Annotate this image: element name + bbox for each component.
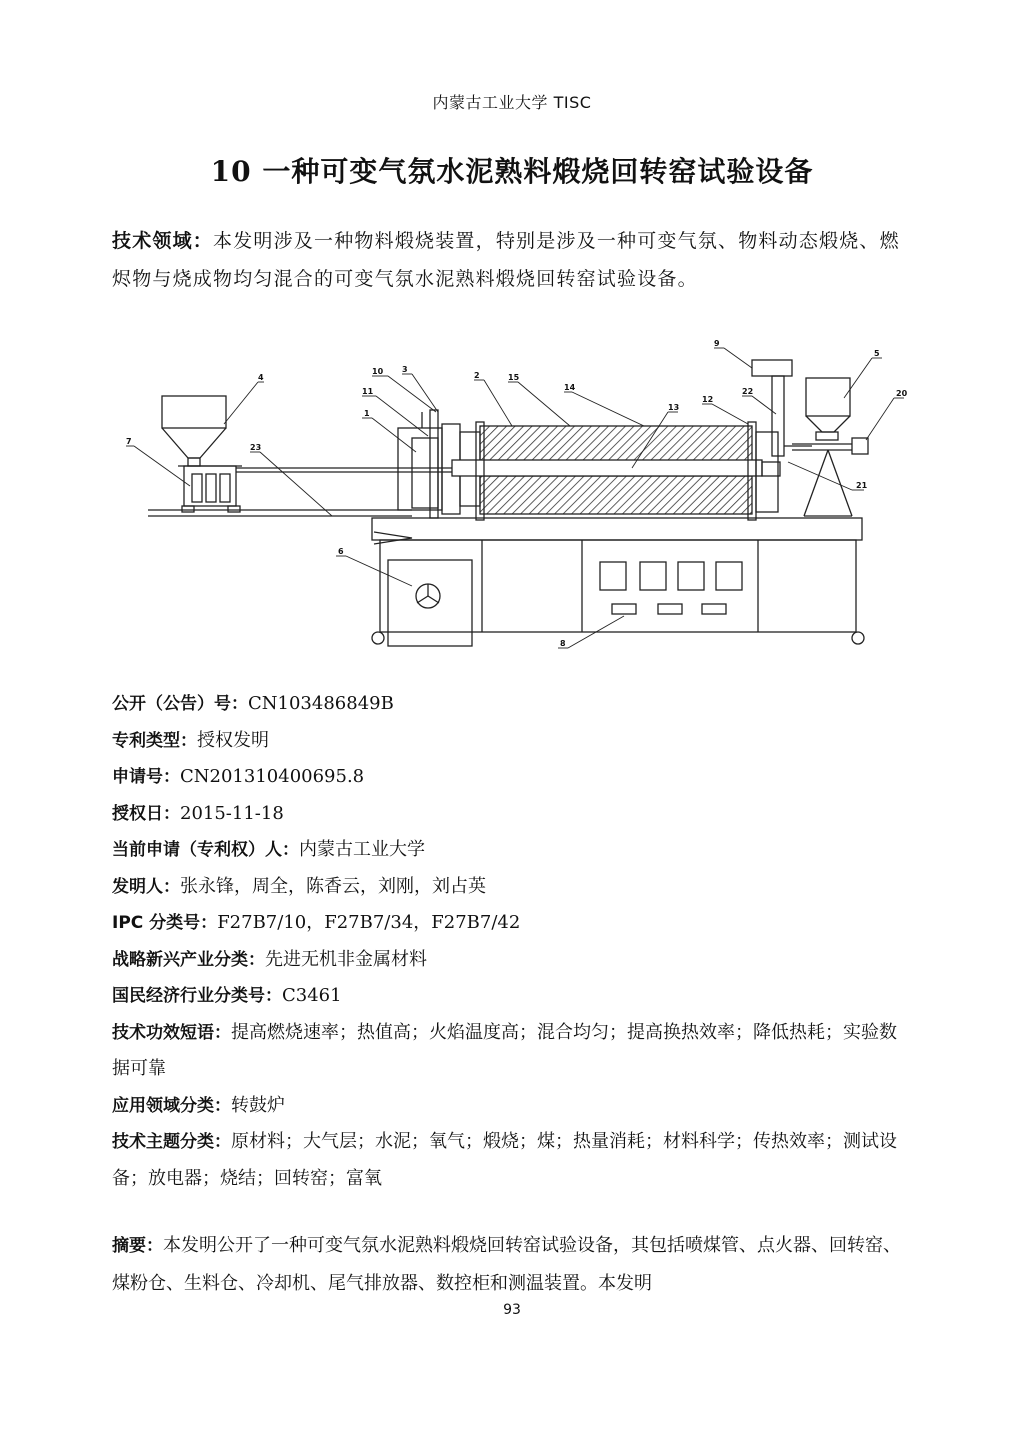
meta-row-tech-topics: 技术主题分类：原材料；大气层；水泥；氧气；煅烧；煤；热量消耗；材料科学；传热效率；测试设备；放电器；烧结；回转窑；富氧	[112, 1131, 897, 1189]
tech-field-label: 技术领域：	[112, 230, 214, 252]
label-11: 11	[362, 387, 374, 396]
label-6: 6	[338, 547, 344, 556]
kiln-diagram	[112, 328, 912, 658]
page-header: 内蒙古工业大学 TISC	[432, 93, 592, 112]
label-20: 20	[896, 389, 908, 398]
meta-row-applicant: 当前申请（专利权）人：内蒙古工业大学	[112, 839, 425, 860]
label-13: 13	[668, 403, 680, 412]
abstract-text: 本发明公开了一种可变气氛水泥熟料煅烧回转窑试验设备，其包括喷煤管、点火器、回转窑、煤粉仓、生料仓、冷却机、尾气排放器、数控柜和测温装置。本发明	[112, 1235, 901, 1294]
meta-row-type: 专利类型：授权发明	[112, 729, 269, 751]
meta-row-application-no: 申请号：CN201310400695.8	[112, 766, 365, 787]
label-7: 7	[126, 437, 132, 446]
label-5: 5	[874, 349, 880, 358]
abstract-label: 摘要：	[112, 1236, 163, 1256]
label-2: 2	[474, 371, 480, 380]
tech-field-paragraph	[112, 222, 912, 298]
abstract-paragraph	[112, 1227, 912, 1302]
meta-row-application-field: 应用领域分类：转鼓炉	[112, 1094, 285, 1116]
label-4: 4	[258, 373, 264, 382]
label-9: 9	[714, 339, 720, 348]
meta-row-strategic-class: 战略新兴产业分类：先进无机非金属材料	[112, 948, 427, 970]
meta-row-industry-code: 国民经济行业分类号：C3461	[112, 985, 342, 1006]
meta-row-publication: 公开（公告）号：CN103486849B	[112, 693, 394, 714]
tech-field-text: 本发明涉及一种物料煅烧装置，特别是涉及一种可变气氛、物料动态煅烧、燃烬物与烧成物均匀混合的可变气氛水泥熟料煅烧回转窑试验设备。	[112, 230, 900, 290]
meta-row-ipc: IPC 分类号：F27B7/10，F27B7/34，F27B7/42	[112, 912, 521, 933]
label-15: 15	[508, 373, 520, 382]
page-number: 93	[503, 1302, 521, 1318]
label-21: 21	[856, 481, 868, 490]
label-10: 10	[372, 367, 384, 376]
meta-row-grant-date: 授权日：2015-11-18	[112, 802, 284, 824]
meta-row-effect-phrases: 技术功效短语：提高燃烧速率；热值高；火焰温度高；混合均匀；提高换热效率；降低热耗；实验数据可靠	[112, 1021, 897, 1079]
meta-row-inventors: 发明人：张永锋，周全，陈香云，刘刚，刘占英	[112, 875, 486, 897]
patent-title: 10 一种可变气氛水泥熟料煅烧回转窑试验设备	[210, 155, 814, 188]
label-1: 1	[364, 409, 370, 418]
label-3: 3	[402, 365, 408, 374]
patent-metadata	[112, 686, 912, 1197]
label-23: 23	[250, 443, 262, 452]
label-14: 14	[564, 383, 576, 392]
label-8: 8	[560, 639, 566, 648]
label-12: 12	[702, 395, 714, 404]
label-22: 22	[742, 387, 754, 396]
